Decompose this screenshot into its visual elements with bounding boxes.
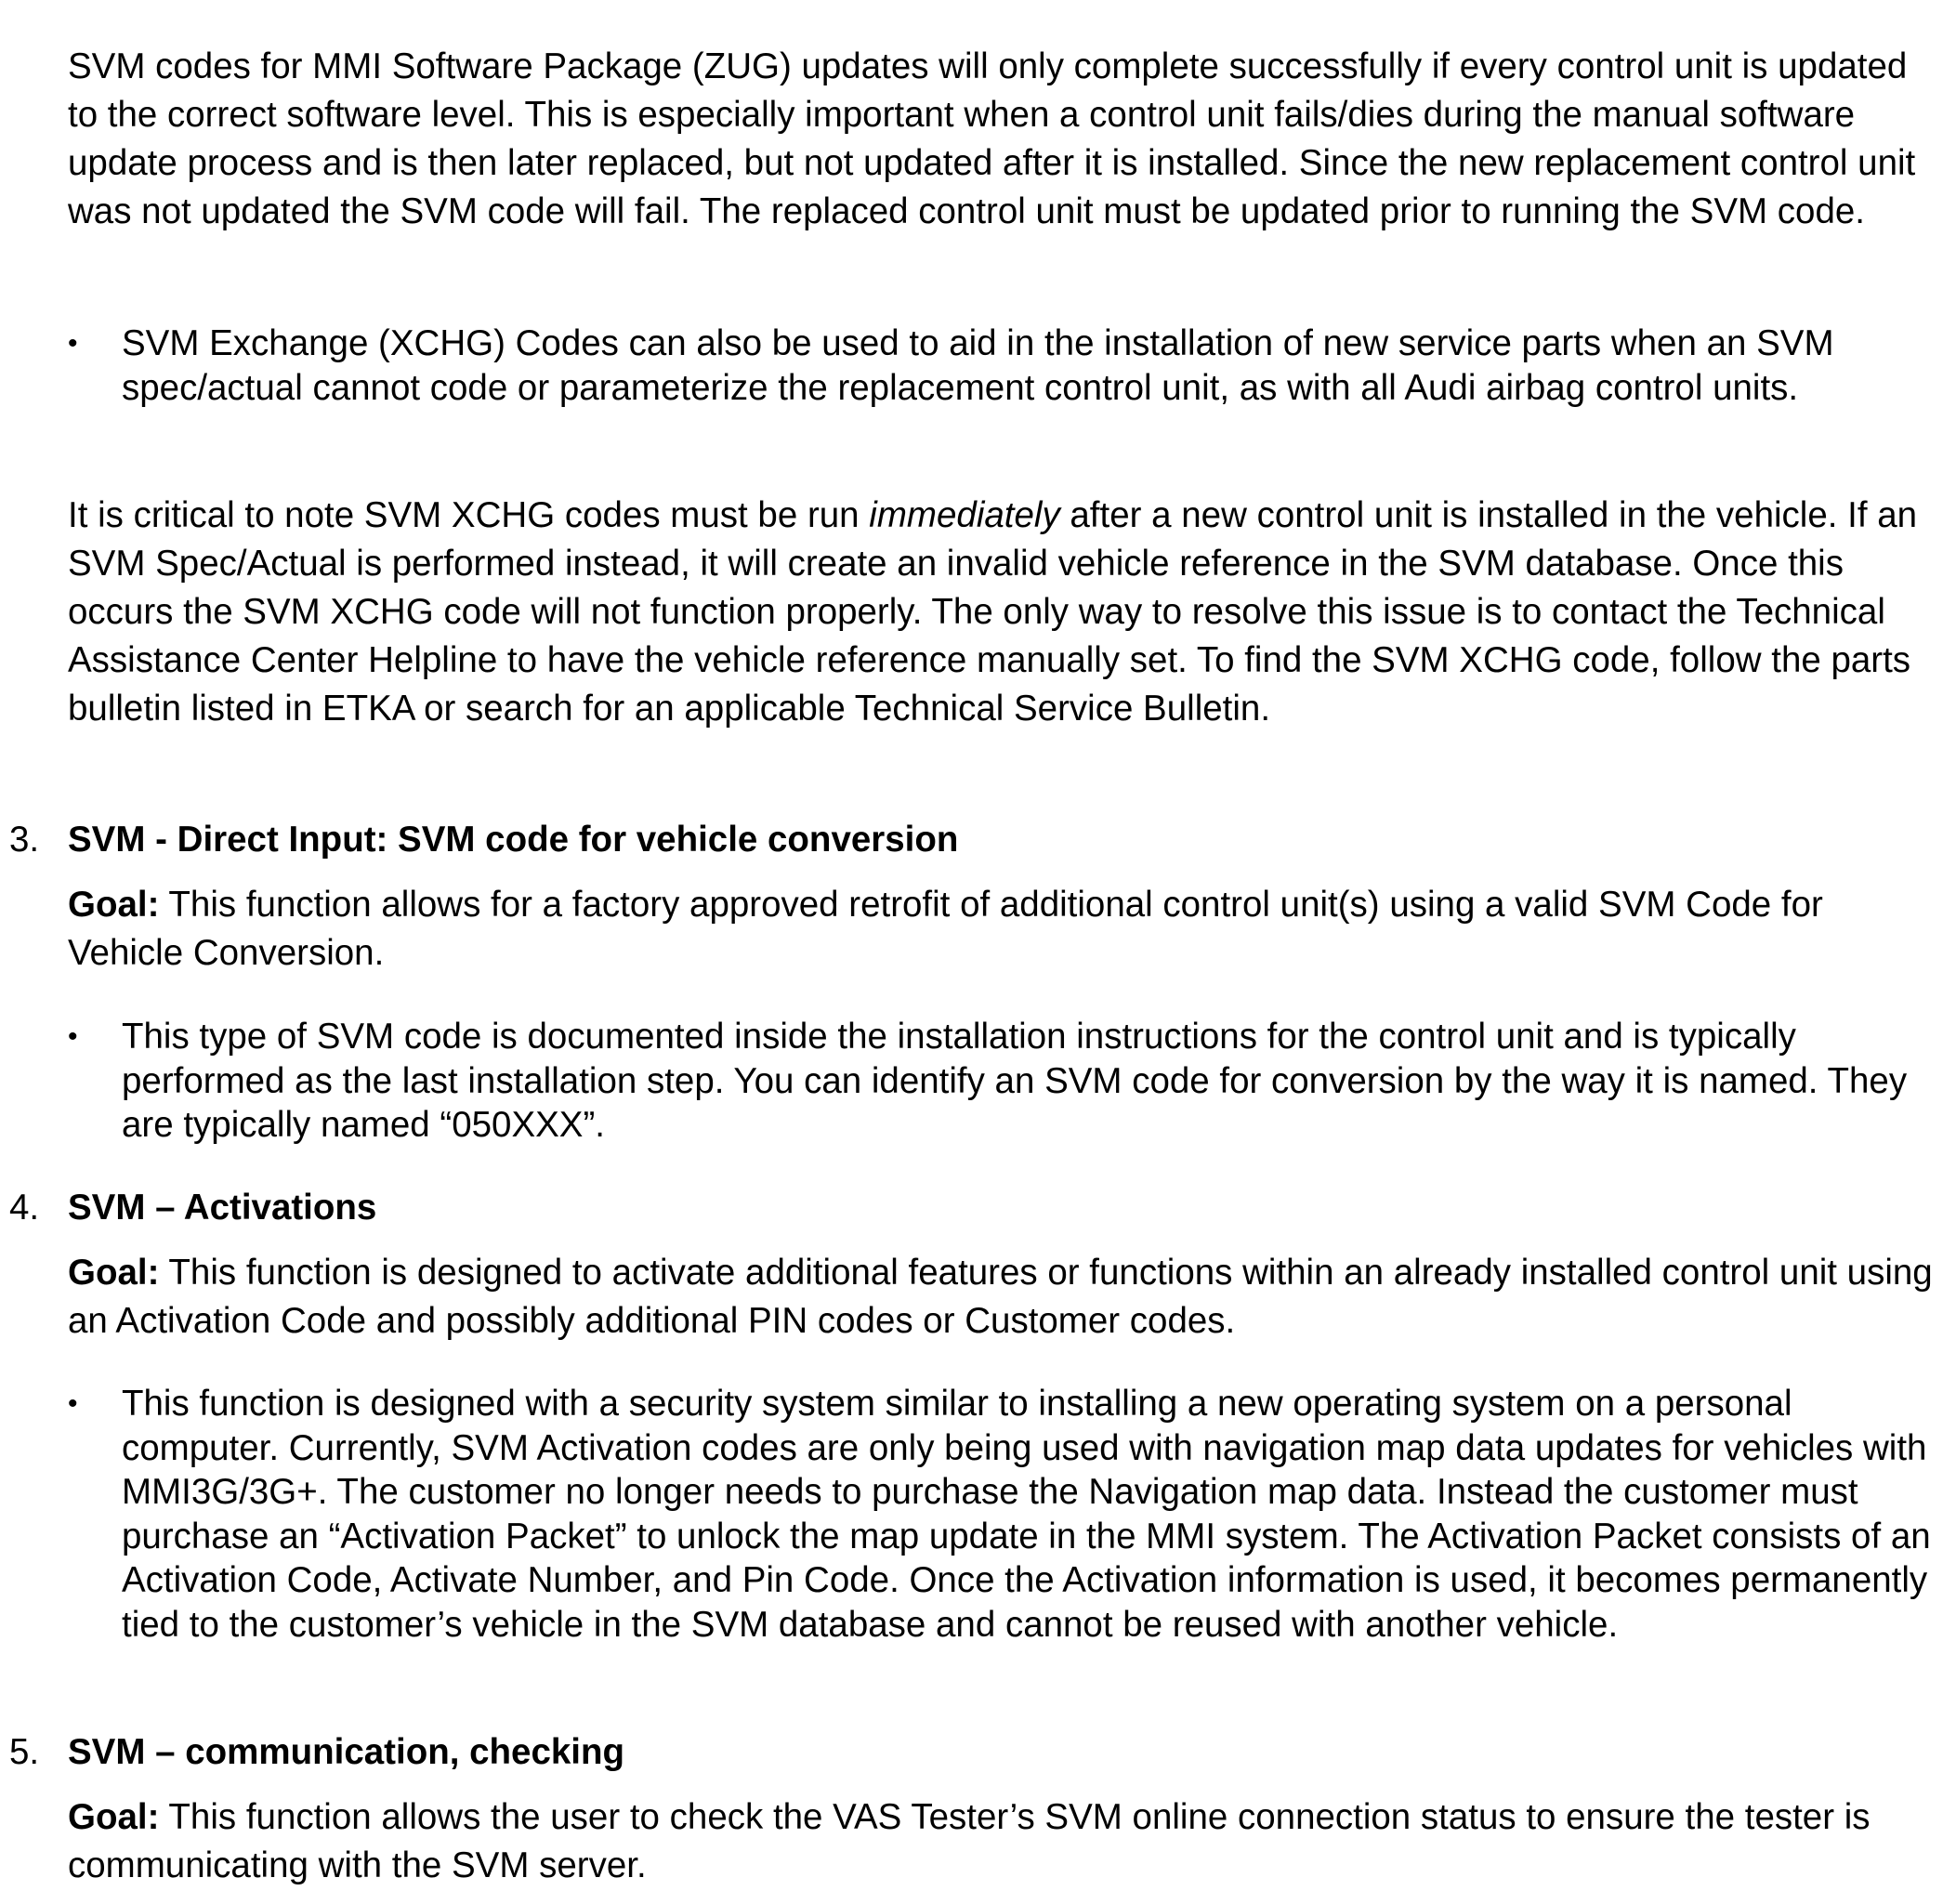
section-4-title: SVM – Activations [68,1188,377,1228]
section-5-goal-text: This function allows the user to check the VAS Tester’s SVM online connection status to ensure the tester is communicating with the SVM server. [68,1797,1871,1885]
section-3-goal-text: This function allows for a factory approved retrofit of additional control unit(s) using a valid SVM Code for Vehicle Conversion. [68,885,1823,973]
section-5-goal-label: Goal: [68,1797,160,1837]
section-3-bullet-text: This type of SVM code is documented inside the installation instructions for the control unit and is typically performed as the last installation step. You can identify an SVM code for conversion by the way it is named. They are typically named “050XXX”. [122,1017,1908,1145]
section-5-goal [68,1793,1936,1890]
critical-note-post: after a new control unit is installed in the vehicle. If an SVM Spec/Actual is performed instead, it will create an invalid vehicle reference in the SVM database. Once this occurs the SVM XCHG code will not function properly. The only way to resolve this issue is to contact the Technical Assistance Center Helpline to have the vehicle reference manually set. To find the SVM XCHG code, follow the parts bulletin listed in ETKA or search for an applicable Technical Service Bulletin. [68,495,1918,729]
section-3-goal [68,881,1936,978]
section-3-heading [9,816,1923,864]
intro-paragraph: SVM codes for MMI Software Package (ZUG) updates will only complete successfully if every control unit is updated to the correct software level. This is especially important when a control unit fails/dies during the manual software update process and is then later replaced, but not updated after it is installed. Since the new replacement control unit was not updated the SVM code will fail. The replaced control unit must be updated prior to running the SVM code. [68,46,1916,231]
section-3-number: 3. [9,820,40,860]
section-5-title: SVM – communication, checking [68,1732,625,1772]
critical-note-emphasis: immediately [869,495,1060,535]
section-3-bullet-item [68,1015,1936,1148]
critical-note-pre: It is critical to note SVM XCHG codes must be run [68,495,870,535]
bullet-icon: • [68,328,78,359]
section-4-goal-label: Goal: [68,1253,160,1293]
section-4-number: 4. [9,1188,40,1228]
section-4-goal [68,1249,1936,1346]
intro-bullet-item [68,322,1936,410]
bullet-icon: • [68,1388,78,1419]
section-4-bullet-text: This function is designed with a security system similar to installing a new operating system on a personal computer. Currently, SVM Activation codes are only being used with navigation map data updates for vehicles with MMI3G/3G+. The customer no longer needs to purchase the Navigation map data. Instead the customer must purchase an “Activation Packet” to unlock the map update in the MMI system. The Activation Packet consists of an Activation Code, Activate Number, and Pin Code. Once the Activation information is used, it becomes permanently tied to the customer’s vehicle in the SVM database and cannot be reused with another vehicle. [122,1384,1931,1645]
section-4-goal-text: This function is designed to activate additional features or functions within an already installed control unit using an Activation Code and possibly additional PIN codes or Customer codes. [68,1253,1933,1341]
section-3-goal-label: Goal: [68,885,160,925]
bullet-icon: • [68,1021,78,1052]
section-5-number: 5. [9,1732,40,1772]
section-4-heading [9,1184,1923,1232]
section-4-bullet-item [68,1382,1936,1647]
section-5-heading [9,1728,1923,1777]
critical-note-paragraph [68,492,1936,733]
intro-bullet-text: SVM Exchange (XCHG) Codes can also be used to aid in the installation of new service parts when an SVM spec/actual cannot code or parameterize the replacement control unit, as with all Audi airbag control units. [122,323,1834,408]
section-3-title: SVM - Direct Input: SVM code for vehicle conversion [68,820,959,860]
